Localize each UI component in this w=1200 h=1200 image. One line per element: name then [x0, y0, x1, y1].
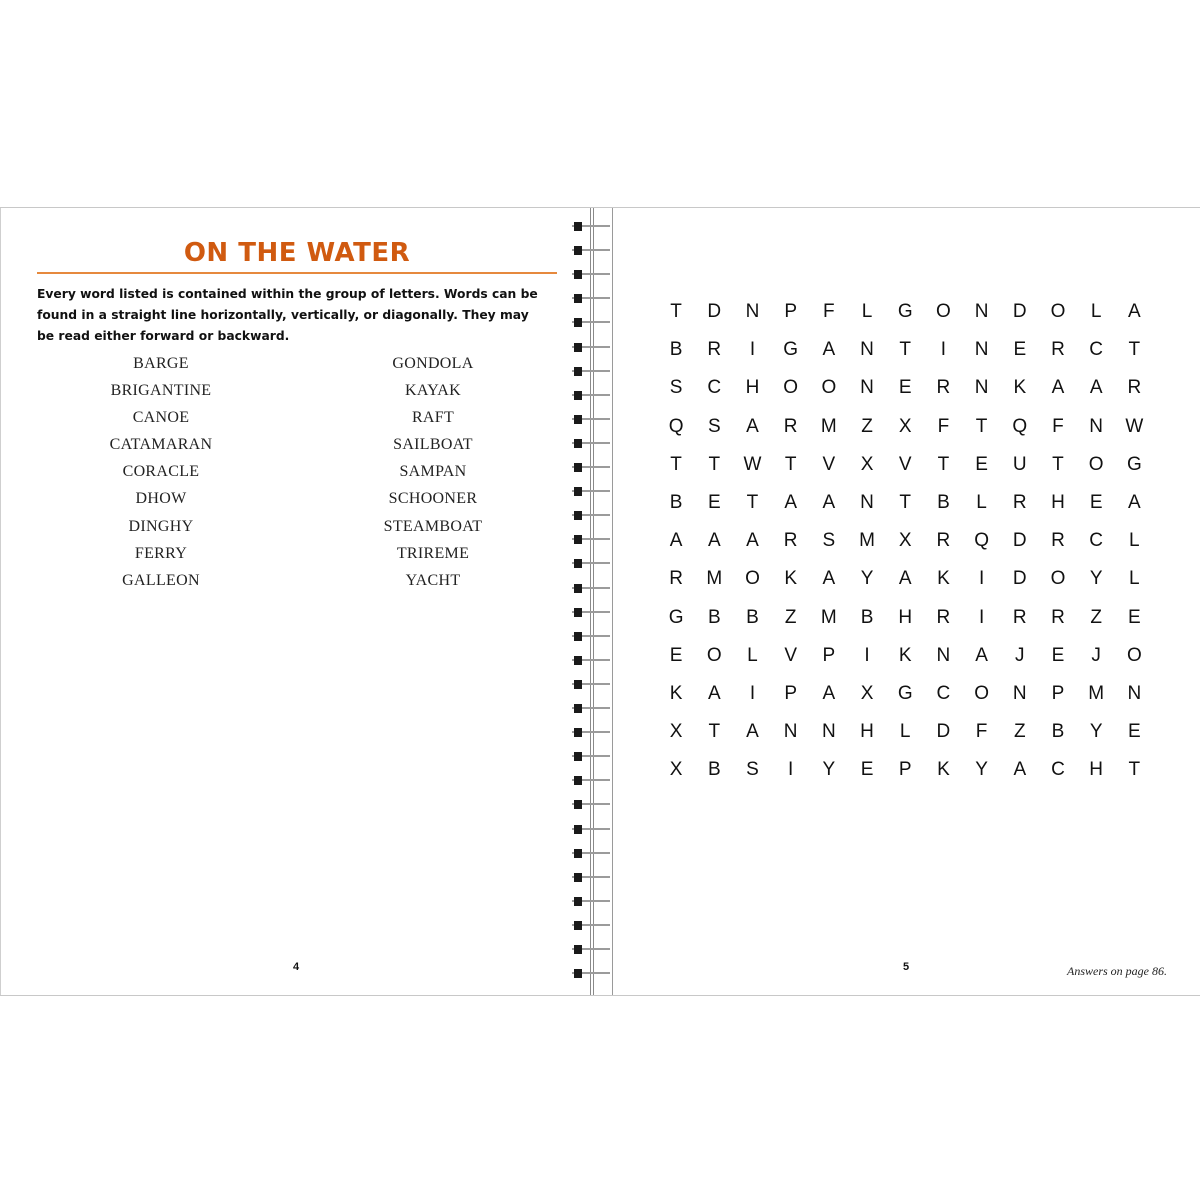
grid-letter[interactable]: Z: [1013, 721, 1026, 743]
grid-letter[interactable]: R: [1127, 377, 1142, 399]
grid-letter[interactable]: I: [978, 606, 985, 628]
binding-hole: [574, 873, 582, 882]
grid-letter[interactable]: N: [860, 377, 874, 399]
binding-hole: [574, 415, 582, 424]
grid-letter[interactable]: D: [1012, 568, 1027, 590]
binding-hole: [574, 849, 582, 858]
word-list-item: TRIREME: [396, 544, 470, 562]
page-number: 4: [293, 961, 300, 973]
grid-letter[interactable]: B: [746, 606, 759, 628]
grid-letter[interactable]: T: [1128, 759, 1141, 781]
grid-letter[interactable]: R: [1012, 606, 1027, 628]
binding-hole: [574, 776, 582, 785]
binding-hole: [574, 704, 582, 713]
binding-hole: [574, 584, 582, 593]
binding-hole: [574, 897, 582, 906]
word-list-item: YACHT: [405, 571, 461, 589]
binding-hole: [574, 391, 582, 400]
grid-letter[interactable]: R: [936, 606, 951, 628]
word-list-item: GONDOLA: [392, 355, 474, 372]
grid-letter[interactable]: N: [974, 339, 989, 361]
grid-letter[interactable]: X: [860, 453, 874, 475]
word-list-item: SAILBOAT: [393, 436, 473, 454]
spread: [0, 207, 1200, 996]
grid-letter[interactable]: K: [937, 759, 950, 781]
grid-letter[interactable]: R: [1012, 491, 1027, 513]
grid-letter[interactable]: D: [1012, 530, 1027, 552]
grid-letter[interactable]: A: [1128, 301, 1141, 322]
grid-letter[interactable]: I: [749, 682, 756, 704]
grid-letter[interactable]: E: [860, 759, 874, 781]
grid-letter[interactable]: R: [707, 339, 722, 361]
page-title: ON THE WATER: [183, 238, 411, 268]
grid-letter[interactable]: O: [1088, 453, 1104, 475]
binding-hole: [574, 343, 582, 352]
binding-hole: [574, 945, 582, 954]
grid-letter[interactable]: T: [708, 453, 721, 475]
grid-letter[interactable]: C: [1089, 530, 1104, 552]
grid-letter[interactable]: Q: [1012, 415, 1028, 437]
grid-letter[interactable]: B: [1051, 721, 1065, 743]
grid-letter[interactable]: E: [1051, 644, 1065, 666]
grid-letter[interactable]: R: [669, 568, 683, 590]
grid-letter[interactable]: E: [1128, 721, 1141, 743]
grid-letter[interactable]: L: [899, 721, 911, 743]
binding-hole: [574, 921, 582, 930]
grid-letter[interactable]: E: [1089, 491, 1103, 513]
grid-letter[interactable]: B: [669, 339, 683, 361]
binding-hole: [574, 728, 582, 737]
grid-letter[interactable]: A: [1051, 377, 1065, 399]
grid-letter[interactable]: S: [707, 415, 721, 437]
grid-letter[interactable]: N: [974, 301, 989, 322]
grid-letter[interactable]: I: [864, 644, 870, 666]
word-list-item: GALLEON: [122, 571, 200, 589]
grid-letter[interactable]: T: [784, 453, 797, 475]
grid-letter[interactable]: I: [978, 568, 985, 590]
answers-note: Answers on page 86.: [1067, 964, 1167, 978]
grid-letter[interactable]: N: [860, 491, 874, 513]
title-rule: [37, 272, 557, 274]
grid-letter[interactable]: O: [745, 568, 760, 590]
spiral-binding: [568, 208, 612, 995]
grid-letter[interactable]: D: [1012, 301, 1027, 322]
grid-letter[interactable]: Y: [975, 759, 988, 781]
grid-letter[interactable]: M: [706, 568, 723, 590]
grid-letter[interactable]: E: [669, 644, 683, 666]
grid-letter[interactable]: G: [897, 301, 913, 322]
grid-letter[interactable]: O: [783, 377, 799, 399]
grid-letter[interactable]: T: [899, 339, 912, 361]
grid-letter[interactable]: X: [669, 721, 683, 743]
grid-letter[interactable]: R: [1051, 339, 1065, 361]
word-list-item: BRIGANTINE: [110, 382, 212, 400]
grid-letter[interactable]: T: [1052, 453, 1064, 475]
grid-letter[interactable]: C: [936, 682, 951, 704]
grid-letter[interactable]: P: [784, 682, 797, 704]
grid-letter[interactable]: A: [746, 721, 759, 743]
grid-letter[interactable]: A: [822, 491, 836, 513]
grid-letter[interactable]: T: [670, 301, 682, 322]
page-number: 5: [903, 961, 910, 973]
grid-letter[interactable]: F: [1052, 415, 1064, 437]
binding-hole: [574, 632, 582, 641]
grid-letter[interactable]: W: [743, 453, 762, 475]
word-list-column-1: [51, 354, 271, 598]
binding-hole: [574, 752, 582, 761]
grid-letter[interactable]: N: [936, 644, 951, 666]
grid-letter[interactable]: N: [745, 301, 760, 322]
grid-letter[interactable]: G: [1126, 453, 1142, 475]
grid-letter[interactable]: X: [898, 530, 912, 552]
grid-letter[interactable]: R: [783, 530, 798, 552]
binding-hole: [574, 800, 582, 809]
grid-letter[interactable]: I: [788, 759, 794, 781]
grid-letter[interactable]: M: [820, 606, 837, 628]
grid-letter[interactable]: E: [1128, 606, 1141, 628]
grid-letter[interactable]: X: [860, 682, 874, 704]
grid-letter[interactable]: L: [976, 491, 987, 513]
grid-letter[interactable]: V: [898, 453, 912, 475]
grid-letter[interactable]: G: [783, 339, 799, 361]
grid-letter[interactable]: L: [1129, 568, 1140, 590]
grid-letter[interactable]: T: [937, 453, 950, 475]
grid-letter[interactable]: Y: [1089, 721, 1103, 743]
grid-letter[interactable]: F: [975, 721, 988, 743]
grid-letter[interactable]: V: [822, 453, 836, 475]
grid-letter[interactable]: I: [749, 339, 756, 361]
grid-letter[interactable]: L: [1129, 530, 1140, 552]
binding-hole: [574, 825, 582, 834]
grid-letter[interactable]: K: [937, 568, 950, 590]
word-list-item: CORACLE: [122, 463, 200, 481]
grid-letter[interactable]: I: [940, 339, 947, 361]
grid-letter[interactable]: H: [860, 721, 874, 743]
grid-letter[interactable]: D: [936, 721, 951, 743]
grid-letter[interactable]: O: [706, 644, 722, 666]
grid-letter[interactable]: Z: [784, 606, 797, 628]
grid-letter[interactable]: M: [1088, 682, 1105, 704]
grid-letter[interactable]: K: [898, 644, 912, 666]
grid-letter[interactable]: N: [860, 339, 874, 361]
binding-hole: [574, 680, 582, 689]
grid-letter[interactable]: C: [1051, 759, 1065, 781]
word-list-item: BARGE: [133, 355, 189, 372]
binding-hole: [574, 969, 582, 978]
grid-letter[interactable]: A: [822, 568, 836, 590]
grid-letter[interactable]: A: [707, 530, 721, 552]
grid-letter[interactable]: R: [936, 377, 951, 399]
grid-letter[interactable]: E: [975, 453, 988, 475]
grid-letter[interactable]: N: [821, 721, 836, 743]
grid-letter[interactable]: A: [822, 339, 836, 361]
grid-letter[interactable]: O: [974, 682, 989, 704]
grid-letter[interactable]: X: [898, 415, 912, 437]
grid-letter[interactable]: M: [859, 530, 875, 552]
grid-letter[interactable]: Z: [861, 415, 873, 437]
grid-letter[interactable]: O: [1050, 568, 1066, 590]
binding-hole: [574, 487, 582, 496]
grid-letter[interactable]: A: [1089, 377, 1103, 399]
grid-letter[interactable]: E: [707, 491, 721, 513]
grid-letter[interactable]: A: [707, 682, 721, 704]
instructions: Every word listed is contained within the group of letters. Words can be found in a straight line horizontally, vertically, or diagonally. They may be read either forward or backward.: [37, 287, 538, 343]
grid-letter[interactable]: Y: [1089, 568, 1103, 590]
grid-letter[interactable]: H: [898, 606, 913, 628]
grid-letter[interactable]: B: [707, 606, 721, 628]
grid-letter[interactable]: A: [1013, 759, 1027, 781]
grid-letter[interactable]: Y: [860, 568, 874, 590]
word-list-item: SAMPAN: [399, 463, 467, 481]
binding-hole: [574, 246, 582, 255]
word-list-item: DHOW: [135, 490, 187, 508]
grid-letter[interactable]: N: [783, 721, 798, 743]
binding-hole: [574, 535, 582, 544]
grid-letter[interactable]: O: [821, 377, 837, 399]
grid-letter[interactable]: J: [1015, 644, 1025, 666]
grid-letter[interactable]: L: [1090, 301, 1102, 322]
grid-letter[interactable]: M: [820, 415, 837, 437]
binding-hole: [574, 367, 582, 376]
grid-letter[interactable]: B: [707, 759, 721, 781]
binding-hole: [574, 656, 582, 665]
grid-letter[interactable]: E: [1013, 339, 1027, 361]
grid-letter[interactable]: A: [746, 415, 759, 437]
grid-letter[interactable]: T: [746, 491, 759, 513]
grid-letter[interactable]: H: [745, 377, 760, 399]
binding-hole: [574, 439, 582, 448]
grid-letter[interactable]: N: [974, 377, 989, 399]
word-list-item: FERRY: [134, 544, 188, 562]
grid-letter[interactable]: T: [670, 453, 682, 475]
binding-hole: [574, 318, 582, 327]
grid-letter[interactable]: R: [1051, 606, 1065, 628]
binding-hole: [574, 294, 582, 303]
binding-hole: [574, 463, 582, 472]
grid-letter[interactable]: A: [669, 530, 683, 552]
binding-hole: [574, 608, 582, 617]
binding-hole: [574, 270, 582, 279]
word-list-item: CANOE: [132, 409, 190, 427]
word-list-item: DINGHY: [128, 517, 194, 535]
grid-letter[interactable]: N: [1012, 682, 1027, 704]
grid-letter[interactable]: X: [669, 759, 683, 781]
grid-letter[interactable]: L: [861, 301, 873, 322]
grid-letter[interactable]: S: [746, 759, 759, 781]
binding-hole: [574, 222, 582, 231]
grid-letter[interactable]: H: [1051, 491, 1065, 513]
grid-letter[interactable]: Q: [668, 415, 684, 437]
word-search-grid: [657, 300, 1153, 796]
grid-letter[interactable]: G: [668, 606, 684, 628]
grid-letter[interactable]: T: [1128, 339, 1141, 361]
grid-letter[interactable]: B: [860, 606, 874, 628]
grid-letter[interactable]: R: [1051, 530, 1065, 552]
grid-letter[interactable]: R: [936, 530, 951, 552]
word-list-item: CATAMARAN: [109, 436, 213, 454]
grid-letter[interactable]: Z: [1090, 606, 1102, 628]
grid-letter[interactable]: R: [783, 415, 798, 437]
grid-letter[interactable]: S: [822, 530, 836, 552]
grid-letter[interactable]: P: [1051, 682, 1065, 704]
binding-hole: [574, 559, 582, 568]
grid-letter[interactable]: O: [936, 301, 951, 322]
grid-letter[interactable]: S: [669, 377, 683, 399]
binding-hole: [574, 511, 582, 520]
grid-letter[interactable]: P: [822, 644, 836, 666]
grid-letter[interactable]: W: [1125, 415, 1144, 437]
grid-letter[interactable]: A: [898, 568, 912, 590]
word-list-item: RAFT: [411, 409, 455, 427]
grid-letter[interactable]: O: [1050, 301, 1066, 322]
grid-letter[interactable]: E: [898, 377, 912, 399]
word-list-item: KAYAK: [404, 382, 462, 400]
grid-letter[interactable]: B: [669, 491, 683, 513]
grid-letter[interactable]: V: [784, 644, 797, 666]
grid-letter[interactable]: A: [746, 530, 759, 552]
grid-letter[interactable]: T: [975, 415, 988, 437]
grid-letter[interactable]: J: [1091, 644, 1101, 666]
right-page: [612, 208, 1200, 995]
grid-letter[interactable]: D: [707, 301, 722, 322]
grid-letter[interactable]: T: [708, 721, 721, 743]
grid-letter[interactable]: F: [937, 415, 950, 437]
grid-letter[interactable]: A: [784, 491, 797, 513]
grid-letter[interactable]: N: [1089, 415, 1104, 437]
grid-letter[interactable]: C: [707, 377, 722, 399]
grid-letter[interactable]: Y: [822, 759, 836, 781]
grid-letter[interactable]: C: [1089, 339, 1104, 361]
left-page: [0, 208, 569, 995]
grid-letter[interactable]: P: [784, 301, 797, 322]
grid-letter[interactable]: T: [899, 491, 912, 513]
grid-letter[interactable]: K: [1013, 377, 1027, 399]
grid-letter[interactable]: A: [822, 682, 836, 704]
word-list-item: SCHOONER: [388, 490, 478, 508]
grid-letter[interactable]: U: [1012, 453, 1027, 475]
grid-letter[interactable]: K: [669, 682, 683, 704]
word-list-column-2: [323, 354, 543, 598]
grid-letter[interactable]: K: [784, 568, 797, 590]
grid-letter[interactable]: O: [1126, 644, 1142, 666]
word-list-item: STEAMBOAT: [383, 517, 483, 535]
grid-letter[interactable]: G: [897, 682, 913, 704]
grid-letter[interactable]: Q: [974, 530, 989, 552]
grid-letter[interactable]: H: [1089, 759, 1104, 781]
grid-letter[interactable]: F: [823, 301, 835, 322]
grid-letter[interactable]: P: [898, 759, 912, 781]
grid-letter[interactable]: B: [937, 491, 950, 513]
grid-letter[interactable]: A: [975, 644, 988, 666]
grid-letter[interactable]: A: [1128, 491, 1141, 513]
grid-letter[interactable]: N: [1127, 682, 1142, 704]
grid-letter[interactable]: L: [747, 644, 758, 666]
